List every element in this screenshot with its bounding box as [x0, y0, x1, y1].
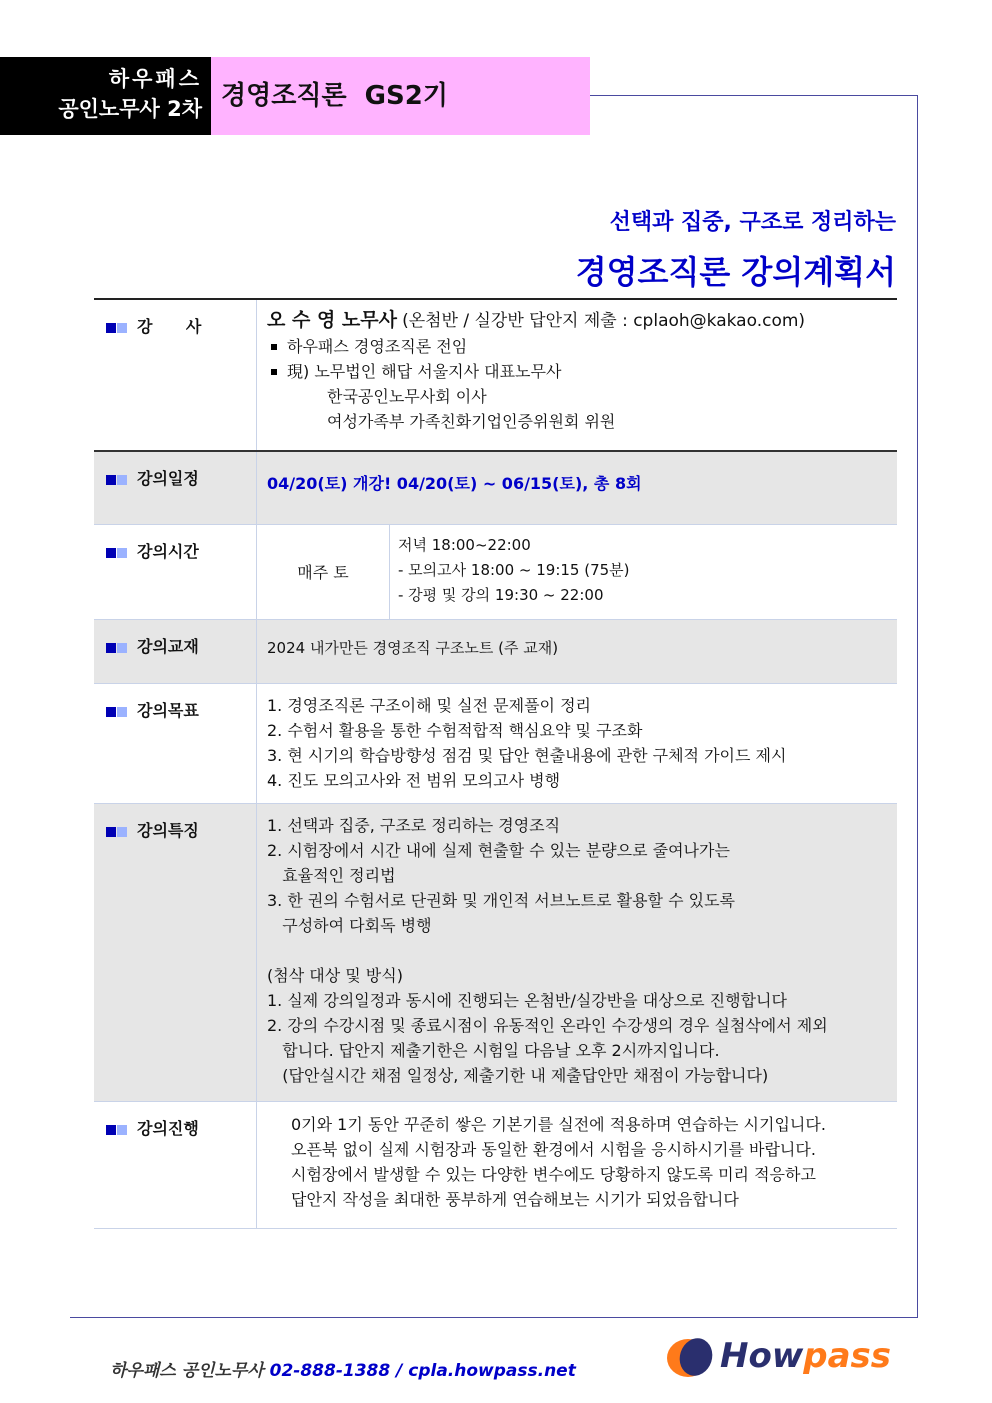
footer-contact: [110, 1356, 576, 1381]
square-bullet-icon: [117, 548, 127, 558]
square-bullet-icon: [117, 707, 127, 717]
square-bullet-icon: [106, 707, 116, 717]
row-schedule: [94, 451, 897, 525]
instructor-contact: (온첨반 / 실강반 답안지 제출 : cplaoh@kakao.com): [402, 311, 806, 331]
square-bullet-icon: [106, 323, 116, 333]
row-features: [94, 804, 897, 1102]
list-item: 1. 선택과 집중, 구조로 정리하는 경영조직: [267, 816, 561, 835]
course-title: 경영조직론 GS2기: [211, 57, 590, 135]
row-label: 강의목표: [94, 684, 257, 804]
goals-list: [257, 684, 898, 804]
square-bullet-icon: [117, 1125, 127, 1135]
footer-org: 하우패스 공인노무사: [110, 1361, 264, 1381]
square-bullet-icon: [106, 548, 116, 558]
list-item: 4. 진도 모의고사와 전 범위 모의고사 병행: [267, 771, 561, 790]
time-day: 매주 토: [257, 525, 390, 619]
row-instructor: [94, 299, 897, 451]
list-item: 구성하여 다회독 병행: [267, 916, 432, 935]
row-label: 강의교재: [94, 620, 257, 684]
brand-block: [0, 57, 211, 135]
instructor-bullet: 하우패스 경영조직론 전임: [267, 334, 889, 359]
square-bullet-icon: [106, 475, 116, 485]
progress-text: 0기와 1기 동안 꾸준히 쌓은 기본기를 실전에 적용하며 연습하는 시기입니다. 오픈북 없이 실제 시험장과 동일한 환경에서 시험을 응시하시기를 바랍니다. 시험장에서 발생할 수 있는 다양한 변수에도 당황하지 않도록 미리 적응하고 답안지 작성을 최대한 풍부하게 연습해보는 시기가 되었음합니다: [291, 1115, 826, 1209]
square-bullet-icon: [117, 643, 127, 653]
square-bullet-icon: [106, 643, 116, 653]
list-item: 합니다. 답안지 제출기한은 시험일 다음날 오후 2시까지입니다.: [267, 1041, 720, 1060]
frame-line-bottom: [70, 1317, 918, 1318]
brand-line1: 하우패스: [108, 67, 202, 91]
list-item: 효율적인 정리법: [267, 866, 396, 885]
time-cell: [257, 525, 898, 620]
square-bullet-icon: [117, 475, 127, 485]
row-progress: [94, 1102, 897, 1229]
page-subtitle: 선택과 집중, 구조로 정리하는: [609, 210, 896, 235]
plan-table: [94, 298, 897, 1229]
square-bullet-icon: [117, 323, 127, 333]
frame-line-top: [590, 95, 918, 96]
instructor-bullet: 現) 노무법인 해답 서울지사 대표노무사: [267, 359, 889, 384]
page-title: 경영조직론 강의계획서: [575, 253, 896, 291]
schedule-text: 04/20(토) 개강! 04/20(토) ~ 06/15(토), 총 8회: [257, 451, 898, 525]
row-goals: [94, 684, 897, 804]
list-item: 3. 한 권의 수험서로 단권화 및 개인적 서브노트로 활용할 수 있도록: [267, 891, 735, 910]
instructor-name: 오 수 영 노무사: [267, 309, 397, 331]
frame-line-right: [917, 95, 918, 1318]
logo-pass: pass: [803, 1336, 891, 1376]
bullet-icon: [271, 344, 277, 350]
instructor-extra: 한국공인노무사회 이사: [327, 387, 487, 406]
brand-line2: 공인노무사 2차: [58, 97, 202, 121]
row-label: 강의진행: [94, 1102, 257, 1229]
textbook-text: 2024 내가만든 경영조직 구조노트 (주 교재): [257, 620, 898, 684]
square-bullet-icon: [106, 827, 116, 837]
list-item: 3. 현 시기의 학습방향성 점검 및 답안 현출내용에 관한 구체적 가이드 제시: [267, 746, 787, 765]
row-textbook: [94, 620, 897, 684]
row-label: 강 사: [94, 299, 257, 451]
instructor-extra: 여성가족부 가족친화기업인증위원회 위원: [327, 412, 616, 431]
howpass-logo: [664, 1336, 904, 1380]
instructor-info: [257, 299, 898, 451]
time-lines: 저녁 18:00~22:00 - 모의고사 18:00 ~ 19:15 (75분) - 강평 및 강의 19:30 ~ 22:00: [398, 536, 630, 604]
list-item: (답안실시간 채점 일정상, 제출기한 내 제출답안만 채점이 가능합니다): [267, 1066, 769, 1085]
list-item: 2. 강의 수강시점 및 종료시점이 유동적인 온라인 수강생의 경우 실첨삭에서 제외: [267, 1016, 828, 1035]
row-label: 강의일정: [94, 451, 257, 525]
logo-mark-icon: [664, 1336, 720, 1380]
logo-how: How: [720, 1336, 804, 1376]
square-bullet-icon: [117, 827, 127, 837]
row-time: [94, 525, 897, 620]
square-bullet-icon: [106, 1125, 116, 1135]
list-item: 2. 수험서 활용을 통한 수험적합적 핵심요약 및 구조화: [267, 721, 643, 740]
features-list: [257, 804, 898, 1102]
list-item: 1. 경영조직론 구조이해 및 실전 문제풀이 정리: [267, 696, 591, 715]
row-label: 강의특징: [94, 804, 257, 1102]
list-item: 1. 실제 강의일정과 동시에 진행되는 온첨반/실강반을 대상으로 진행합니다: [267, 991, 787, 1010]
row-label: 강의시간: [94, 525, 257, 620]
feedback-heading: (첨삭 대상 및 방식): [267, 966, 403, 985]
footer-phone-site: 02-888-1388 / cpla.howpass.net: [269, 1361, 576, 1381]
list-item: 2. 시험장에서 시간 내에 실제 현출할 수 있는 분량으로 줄여나가는: [267, 841, 730, 860]
bullet-icon: [271, 369, 277, 375]
